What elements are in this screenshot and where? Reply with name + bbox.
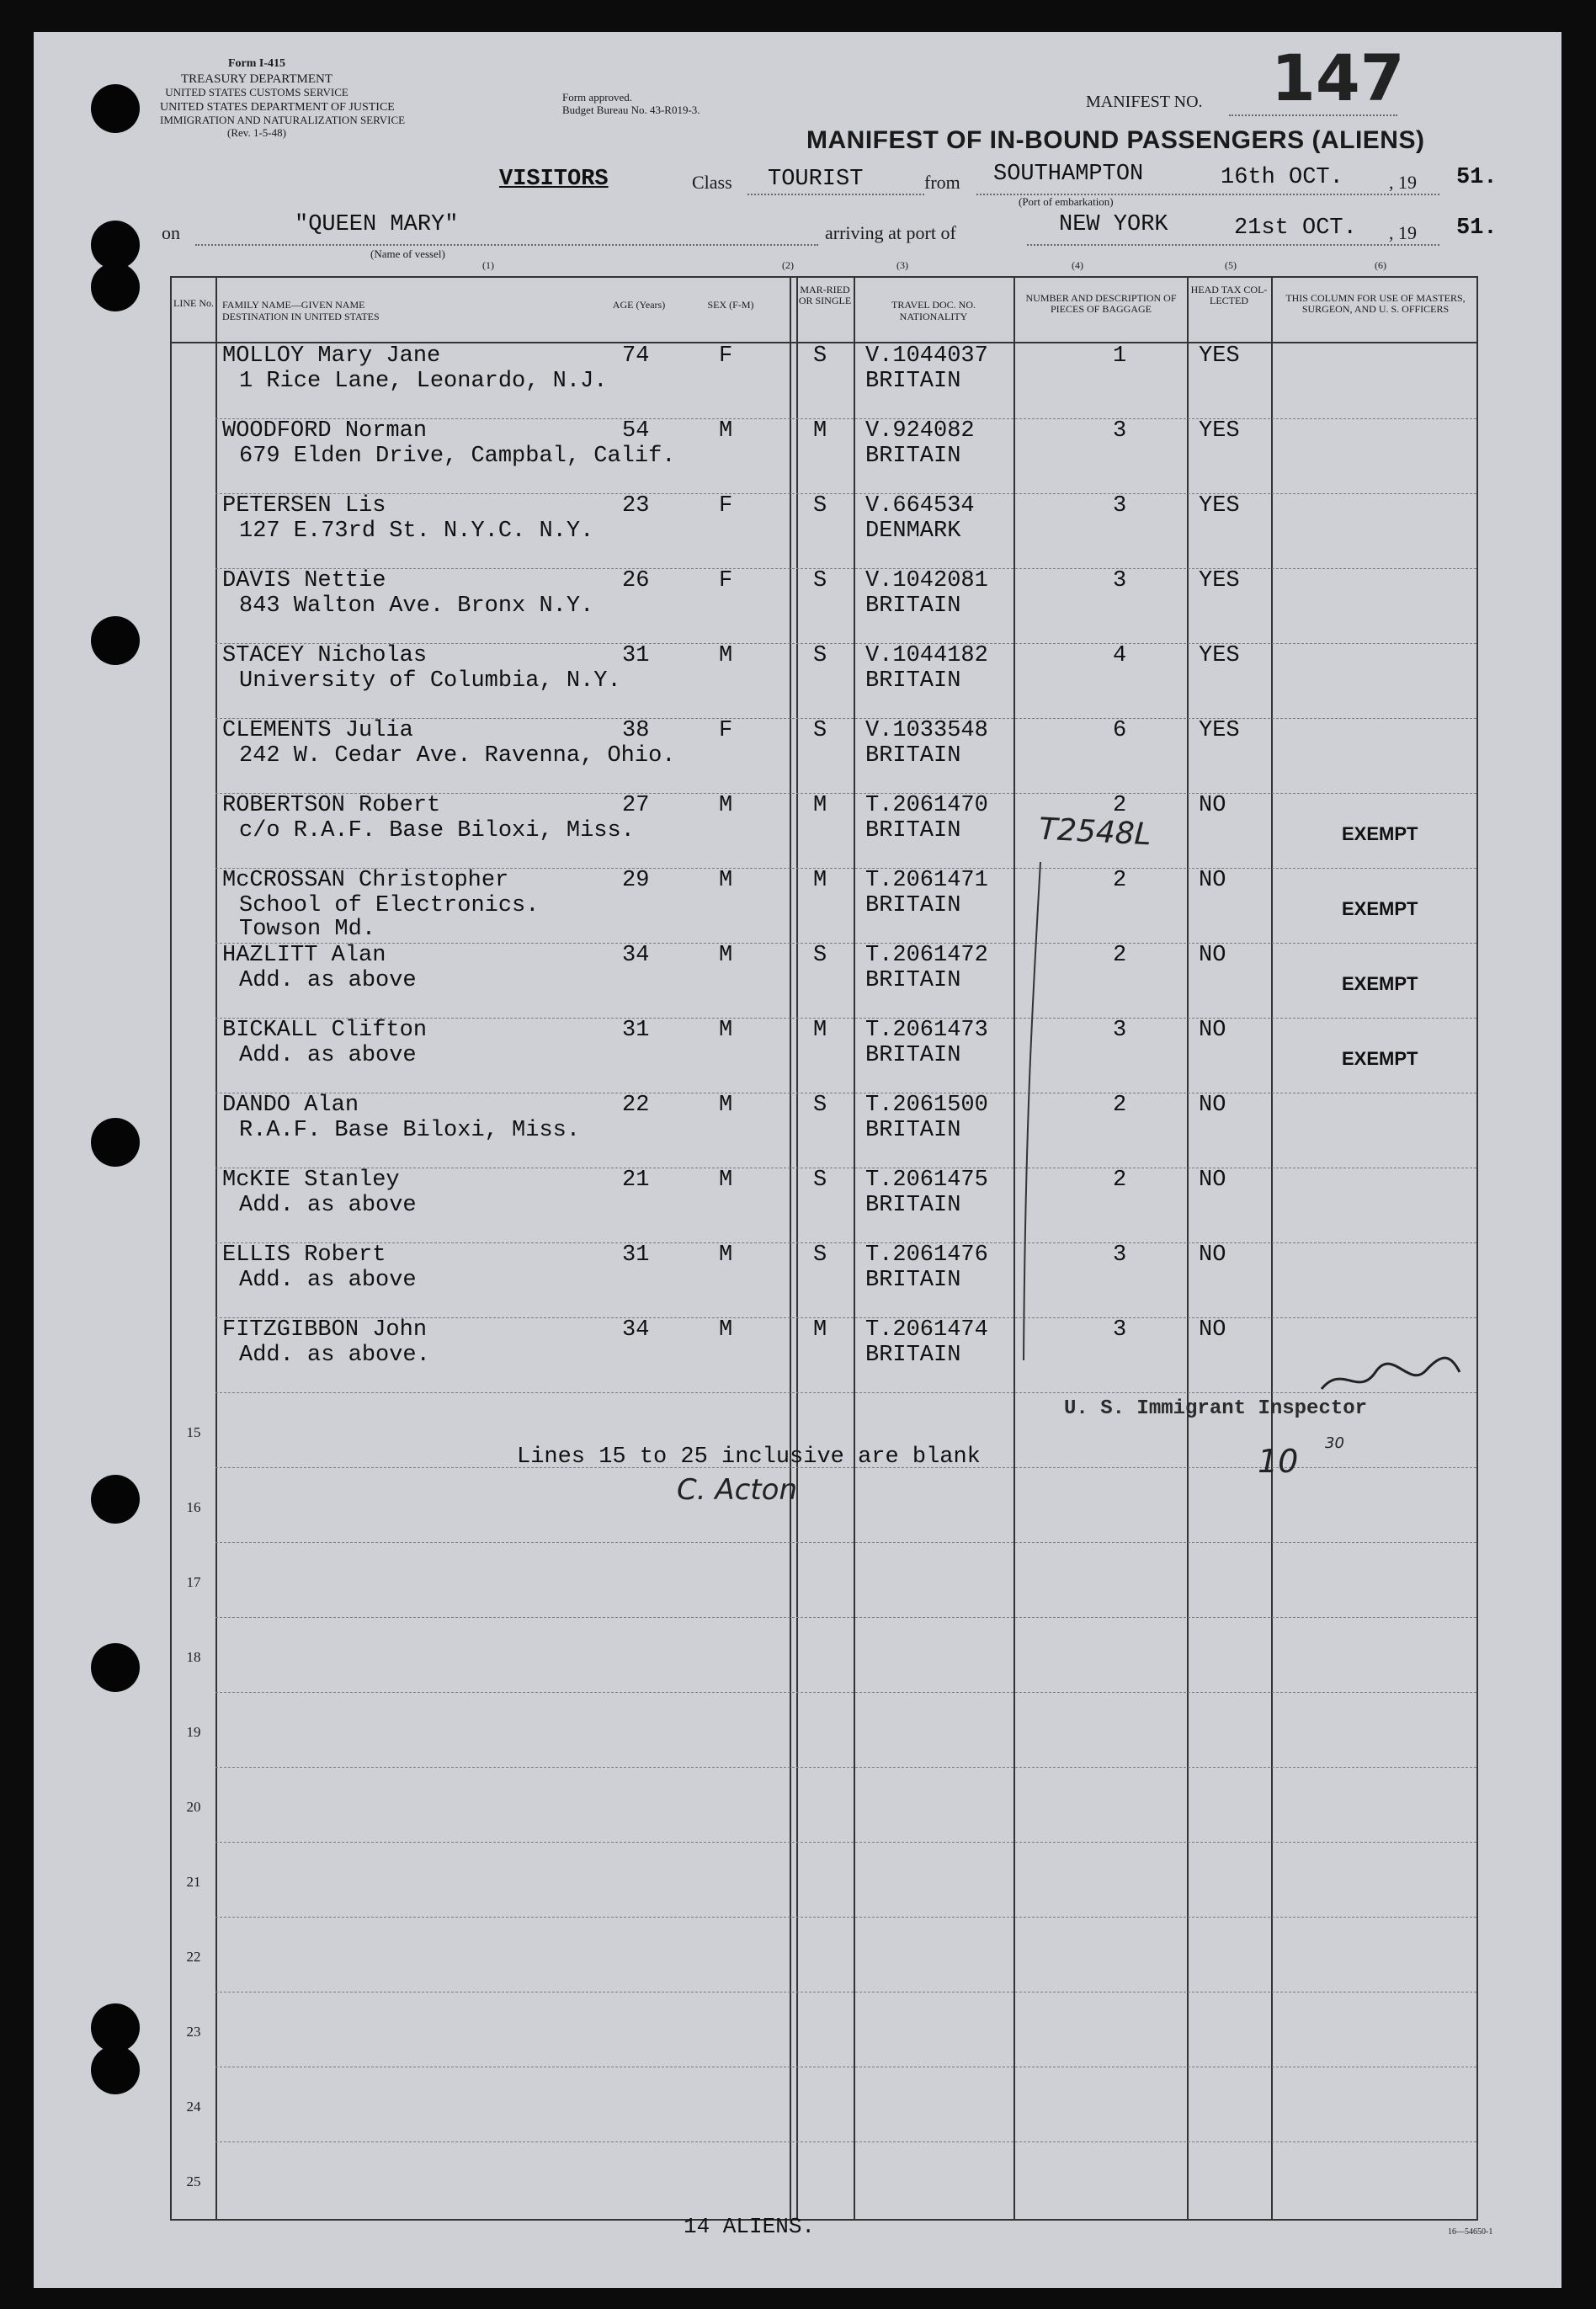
passenger-exempt-stamp: EXEMPT [1342, 1048, 1418, 1069]
passenger-destination: University of Columbia, N.Y. [239, 668, 621, 694]
passenger-nationality: BRITAIN [865, 1343, 961, 1368]
from-label: from [924, 172, 960, 193]
passenger-destination: R.A.F. Base Biloxi, Miss. [239, 1118, 581, 1143]
embark-label: (Port of embarkation) [1019, 195, 1114, 208]
binder-hole [91, 1118, 140, 1167]
passenger-head-tax: NO [1199, 943, 1226, 968]
line-number: 17 [186, 1574, 201, 1590]
passenger-travel-doc: T.2061500 [865, 1093, 988, 1118]
passenger-travel-doc: V.924082 [865, 418, 975, 444]
embark-date: 16th OCT. [1221, 165, 1343, 190]
passenger-travel-doc: V.1044182 [865, 643, 988, 668]
arrival-year: 51. [1456, 215, 1498, 241]
arriving-label: arriving at port of [825, 222, 956, 243]
passenger-name: DAVIS Nettie [222, 568, 386, 593]
passenger-sex: F [719, 493, 733, 519]
passenger-marital-status: S [813, 568, 827, 593]
passenger-travel-doc: T.2061470 [865, 793, 988, 818]
passenger-age: 31 [622, 643, 650, 668]
passenger-destination: Add. as above. [239, 1343, 430, 1368]
passenger-head-tax: NO [1199, 868, 1226, 893]
col-age: AGE (Years) [612, 299, 666, 311]
passenger-nationality: BRITAIN [865, 1193, 961, 1218]
handwritten-signature-left: C. Acton [677, 1473, 797, 1507]
passenger-destination: Add. as above [239, 1193, 417, 1218]
handwritten-time-sup: 30 [1325, 1434, 1344, 1452]
passenger-age: 34 [622, 943, 650, 968]
manifest-no-label: MANIFEST NO. [1086, 93, 1203, 111]
passenger-travel-doc: V.1042081 [865, 568, 988, 593]
passenger-name: McCROSSAN Christopher [222, 868, 509, 893]
line-number: 25 [186, 2173, 201, 2189]
line-number: 22 [186, 1949, 201, 1965]
inspector-signature-icon [1317, 1347, 1468, 1406]
passenger-travel-doc: V.664534 [865, 493, 975, 519]
embark-port: SOUTHAMPTON [993, 162, 1144, 187]
passenger-sex: M [719, 643, 733, 668]
col-married: MAR-RIED OR SINGLE [798, 284, 852, 306]
handwritten-time: 10 [1258, 1443, 1299, 1480]
passenger-name: MOLLOY Mary Jane [222, 343, 441, 369]
passenger-head-tax: NO [1199, 1317, 1226, 1343]
col-num-3: (3) [896, 259, 908, 271]
passenger-baggage: 3 [1113, 1018, 1127, 1043]
manifest-table [170, 276, 1478, 2221]
passenger-baggage: 3 [1113, 568, 1127, 593]
passenger-age: 22 [622, 1093, 650, 1118]
passenger-destination: c/o R.A.F. Base Biloxi, Miss. [239, 818, 635, 843]
line-number: 19 [186, 1724, 201, 1740]
passenger-sex: F [719, 343, 733, 369]
line-number: 23 [186, 2024, 201, 2040]
passenger-travel-doc: T.2061471 [865, 868, 988, 893]
passenger-sex: M [719, 1093, 733, 1118]
passenger-baggage: 2 [1113, 1168, 1127, 1193]
ins-service: IMMIGRATION AND NATURALIZATION SERVICE [160, 114, 406, 126]
passenger-destination: School of Electronics. [239, 893, 540, 918]
year-prefix-2: , 19 [1389, 222, 1417, 243]
passenger-nationality: BRITAIN [865, 1043, 961, 1068]
passenger-destination: Add. as above [239, 968, 417, 993]
form-revision: (Rev. 1-5-48) [227, 126, 286, 139]
passenger-age: 31 [622, 1018, 650, 1043]
passenger-nationality: DENMARK [865, 519, 961, 544]
passenger-marital-status: S [813, 643, 827, 668]
col-line-no: LINE No. [173, 297, 214, 309]
passenger-age: 34 [622, 1317, 650, 1343]
passenger-destination: 843 Walton Ave. Bronx N.Y. [239, 593, 594, 619]
passenger-travel-doc: T.2061476 [865, 1242, 988, 1268]
binder-hole [91, 2046, 140, 2094]
passenger-marital-status: M [813, 1018, 827, 1043]
passenger-exempt-stamp: EXEMPT [1342, 823, 1418, 844]
passenger-nationality: BRITAIN [865, 968, 961, 993]
passenger-destination: 242 W. Cedar Ave. Ravenna, Ohio. [239, 743, 676, 769]
line-number: 15 [186, 1424, 201, 1440]
passenger-sex: M [719, 868, 733, 893]
col-baggage: NUMBER AND DESCRIPTION OF PIECES OF BAGGAGE [1025, 292, 1177, 315]
passenger-nationality: BRITAIN [865, 1268, 961, 1293]
binder-hole [91, 84, 140, 133]
passenger-baggage: 6 [1113, 718, 1127, 743]
passenger-nationality: BRITAIN [865, 818, 961, 843]
col-nationality: NATIONALITY [899, 311, 968, 322]
passenger-marital-status: M [813, 868, 827, 893]
passenger-baggage: 3 [1113, 1242, 1127, 1268]
manifest-sheet [34, 32, 1561, 2288]
passenger-exempt-stamp: EXEMPT [1342, 898, 1418, 919]
passenger-travel-doc: T.2061475 [865, 1168, 988, 1193]
passenger-baggage: 4 [1113, 643, 1127, 668]
passenger-nationality: BRITAIN [865, 593, 961, 619]
passenger-marital-status: S [813, 1093, 827, 1118]
col-destination: DESTINATION IN UNITED STATES [222, 311, 380, 322]
passenger-baggage: 3 [1113, 418, 1127, 444]
passenger-sex: F [719, 568, 733, 593]
line-number: 20 [186, 1799, 201, 1815]
passenger-nationality: BRITAIN [865, 893, 961, 918]
passenger-age: 23 [622, 493, 650, 519]
passenger-name: ROBERTSON Robert [222, 793, 441, 818]
passenger-sex: M [719, 1168, 733, 1193]
passenger-name: STACEY Nicholas [222, 643, 428, 668]
passenger-travel-doc: T.2061472 [865, 943, 988, 968]
passenger-marital-status: M [813, 793, 827, 818]
vessel-name: "QUEEN MARY" [295, 212, 459, 237]
passenger-baggage: 2 [1113, 868, 1127, 893]
col-travel-doc: TRAVEL DOC. NO. [891, 299, 976, 311]
col-sex: SEX (F-M) [707, 299, 754, 311]
passenger-age: 29 [622, 868, 650, 893]
passenger-sex: M [719, 1242, 733, 1268]
class-label: Class [692, 172, 732, 193]
passenger-head-tax: NO [1199, 1093, 1226, 1118]
class-value: TOURIST [768, 167, 864, 192]
binder-hole [91, 1643, 140, 1692]
passenger-baggage: 2 [1113, 1093, 1127, 1118]
inspector-stamp: U. S. Immigrant Inspector [1064, 1397, 1368, 1420]
passenger-age: 38 [622, 718, 650, 743]
form-number: Form I-415 [227, 57, 286, 70]
passenger-name: DANDO Alan [222, 1093, 359, 1118]
passenger-baggage: 2 [1113, 793, 1127, 818]
passenger-destination: 127 E.73rd St. N.Y.C. N.Y. [239, 519, 594, 544]
passenger-head-tax: YES [1199, 493, 1240, 519]
handwritten-baggage-note: T2548L [1038, 811, 1152, 853]
year-prefix-1: , 19 [1389, 172, 1417, 193]
passenger-age: 31 [622, 1242, 650, 1268]
blank-lines-note: Lines 15 to 25 inclusive are blank [517, 1444, 981, 1470]
passenger-name: FITZGIBBON John [222, 1317, 428, 1343]
passenger-travel-doc: T.2061474 [865, 1317, 988, 1343]
bracket-line-icon [1022, 859, 1047, 1364]
passenger-age: 21 [622, 1168, 650, 1193]
passenger-sex: M [719, 418, 733, 444]
passenger-nationality: BRITAIN [865, 444, 961, 469]
passenger-sex: M [719, 793, 733, 818]
passenger-name: HAZLITT Alan [222, 943, 386, 968]
passenger-travel-doc: V.1033548 [865, 718, 988, 743]
arrival-date: 21st OCT. [1234, 215, 1357, 241]
passenger-name: ELLIS Robert [222, 1242, 386, 1268]
passenger-name: PETERSEN Lis [222, 493, 386, 519]
passenger-sex: M [719, 943, 733, 968]
col-name: FAMILY NAME—GIVEN NAME [222, 299, 365, 311]
passenger-head-tax: NO [1199, 1168, 1226, 1193]
passenger-marital-status: S [813, 343, 827, 369]
passenger-travel-doc: T.2061473 [865, 1018, 988, 1043]
passenger-sex: F [719, 718, 733, 743]
col-num-1: (1) [482, 259, 494, 271]
passenger-marital-status: S [813, 1242, 827, 1268]
passenger-marital-status: S [813, 493, 827, 519]
passenger-marital-status: S [813, 718, 827, 743]
col-head-tax: HEAD TAX COL-LECTED [1190, 284, 1268, 306]
vessel-label: (Name of vessel) [370, 247, 445, 260]
passenger-age: 27 [622, 793, 650, 818]
passenger-head-tax: YES [1199, 343, 1240, 369]
manifest-title: MANIFEST OF IN-BOUND PASSENGERS (ALIENS) [806, 126, 1425, 154]
passenger-baggage: 1 [1113, 343, 1127, 369]
col-num-6: (6) [1375, 259, 1386, 271]
passenger-name: McKIE Stanley [222, 1168, 400, 1193]
customs-service: UNITED STATES CUSTOMS SERVICE [165, 86, 348, 98]
binder-hole [91, 263, 140, 311]
passenger-head-tax: YES [1199, 643, 1240, 668]
passenger-destination: 679 Elden Drive, Campbal, Calif. [239, 444, 676, 469]
passenger-nationality: BRITAIN [865, 1118, 961, 1143]
passenger-marital-status: M [813, 1317, 827, 1343]
passenger-marital-status: S [813, 1168, 827, 1193]
passenger-marital-status: S [813, 943, 827, 968]
passenger-destination: 1 Rice Lane, Leonardo, N.J. [239, 369, 608, 394]
passenger-head-tax: YES [1199, 568, 1240, 593]
passenger-name: BICKALL Clifton [222, 1018, 428, 1043]
passenger-age: 74 [622, 343, 650, 369]
passenger-sex: M [719, 1317, 733, 1343]
col-num-4: (4) [1072, 259, 1083, 271]
line-number: 18 [186, 1649, 201, 1665]
col-officers: THIS COLUMN FOR USE OF MASTERS, SURGEON, AND U. S. OFFICERS [1285, 292, 1466, 315]
passenger-baggage: 2 [1113, 943, 1127, 968]
visitors-label: VISITORS [499, 167, 609, 192]
passenger-exempt-stamp: EXEMPT [1342, 973, 1418, 994]
binder-hole [91, 616, 140, 665]
passenger-head-tax: YES [1199, 418, 1240, 444]
passenger-name: CLEMENTS Julia [222, 718, 413, 743]
manifest-number: 147 [1271, 40, 1405, 115]
form-approved: Form approved. [562, 91, 633, 104]
passenger-nationality: BRITAIN [865, 668, 961, 694]
passenger-destination-2: Towson Md. [239, 917, 376, 942]
passenger-age: 54 [622, 418, 650, 444]
passenger-baggage: 3 [1113, 1317, 1127, 1343]
passenger-nationality: BRITAIN [865, 743, 961, 769]
passenger-sex: M [719, 1018, 733, 1043]
passenger-marital-status: M [813, 418, 827, 444]
passenger-head-tax: NO [1199, 1018, 1226, 1043]
treasury-dept: TREASURY DEPARTMENT [180, 72, 333, 86]
print-code: 16—54650-1 [1448, 2227, 1493, 2237]
line-number: 21 [186, 1874, 201, 1890]
passenger-head-tax: NO [1199, 1242, 1226, 1268]
aliens-count: 14 ALIENS. [684, 2214, 816, 2239]
line-number: 24 [186, 2099, 201, 2115]
col-num-2: (2) [782, 259, 794, 271]
passenger-baggage: 3 [1113, 493, 1127, 519]
embark-year: 51. [1456, 165, 1498, 190]
passenger-nationality: BRITAIN [865, 369, 961, 394]
passenger-age: 26 [622, 568, 650, 593]
passenger-name: WOODFORD Norman [222, 418, 428, 444]
binder-hole [91, 1475, 140, 1524]
on-label: on [162, 222, 180, 243]
passenger-destination: Add. as above [239, 1268, 417, 1293]
passenger-head-tax: YES [1199, 718, 1240, 743]
col-num-5: (5) [1225, 259, 1237, 271]
passenger-travel-doc: V.1044037 [865, 343, 988, 369]
arrival-port: NEW YORK [1059, 212, 1168, 237]
line-number: 16 [186, 1499, 201, 1515]
justice-dept: UNITED STATES DEPARTMENT OF JUSTICE [160, 101, 395, 114]
budget-bureau: Budget Bureau No. 43-R019-3. [562, 104, 700, 116]
passenger-head-tax: NO [1199, 793, 1226, 818]
passenger-destination: Add. as above [239, 1043, 417, 1068]
